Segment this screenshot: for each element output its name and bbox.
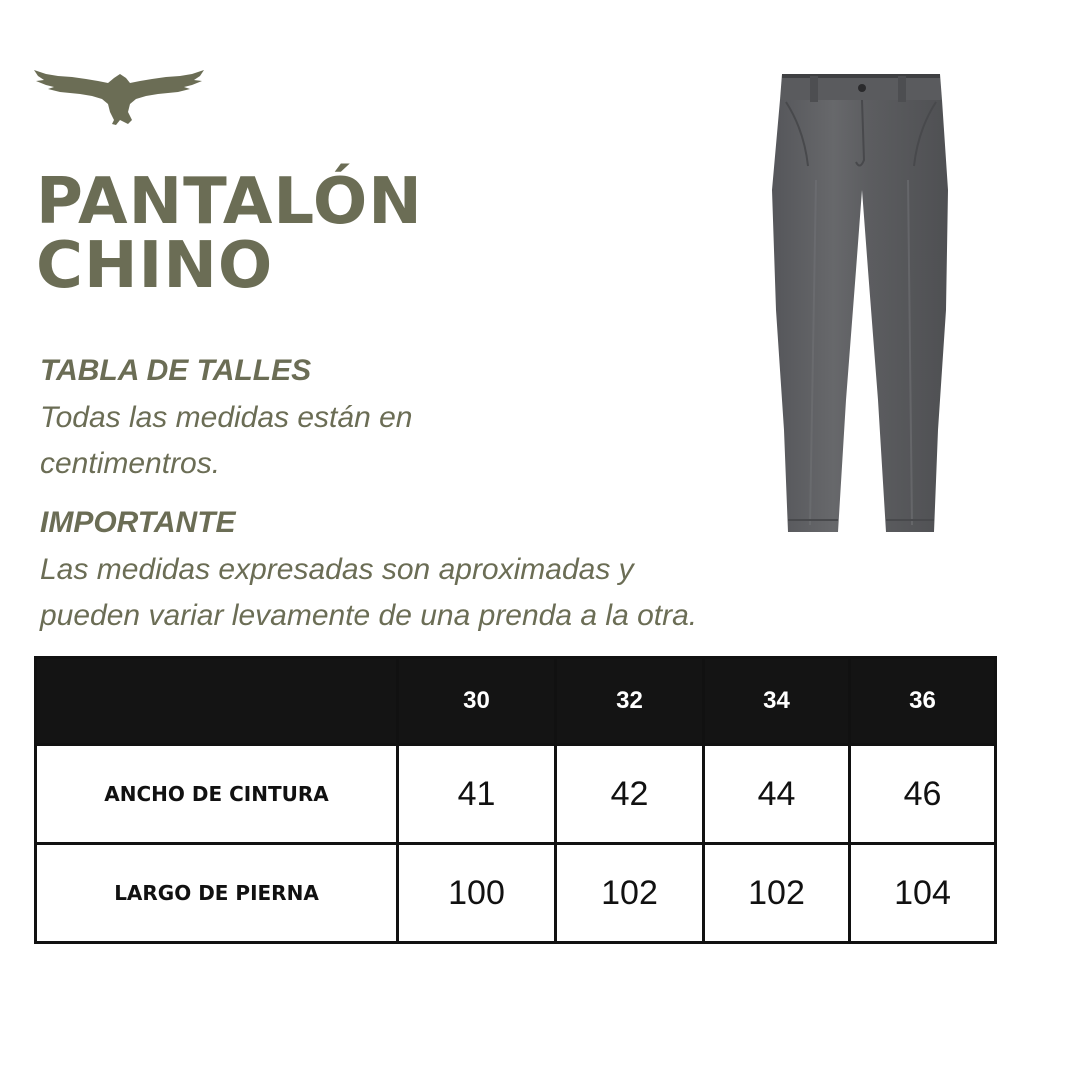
- important-note: [40, 547, 697, 639]
- row-label-waist: ANCHO DE CINTURA: [36, 745, 398, 844]
- table-row: [36, 745, 996, 844]
- important-note-line-2: pueden variar levamente de una prenda a la otra.: [40, 599, 698, 632]
- table-cell: 102: [556, 844, 704, 943]
- table-cell: 41: [398, 745, 556, 844]
- size-table: [34, 656, 997, 944]
- header-size-30: 30: [398, 658, 556, 745]
- table-cell: 102: [704, 844, 850, 943]
- title-line-1: PANTALÓN: [36, 165, 423, 239]
- table-cell: 100: [398, 844, 556, 943]
- table-cell: 42: [556, 745, 704, 844]
- table-row: [36, 844, 996, 943]
- size-table-note-line-1: Todas las medidas están en: [40, 401, 413, 434]
- size-table-note-line-2: centimentros.: [40, 447, 221, 480]
- size-table-note: [40, 395, 412, 487]
- table-cell: 46: [850, 745, 996, 844]
- table-cell: 44: [704, 745, 850, 844]
- chino-pants-image: [768, 70, 954, 536]
- header-size-32: 32: [556, 658, 704, 745]
- important-note-line-1: Las medidas expresadas son aproximadas y: [40, 553, 634, 586]
- product-title: [36, 165, 423, 303]
- size-table-heading: TABLA DE TALLES: [40, 354, 312, 387]
- table-cell: 104: [850, 844, 996, 943]
- important-heading: IMPORTANTE: [40, 506, 236, 539]
- size-header-row: [36, 658, 996, 745]
- header-size-34: 34: [704, 658, 850, 745]
- title-line-2: CHINO: [36, 229, 274, 303]
- condor-bird-icon: [32, 68, 206, 128]
- header-empty-cell: [36, 658, 398, 745]
- header-size-36: 36: [850, 658, 996, 745]
- row-label-leg-length: LARGO DE PIERNA: [36, 844, 398, 943]
